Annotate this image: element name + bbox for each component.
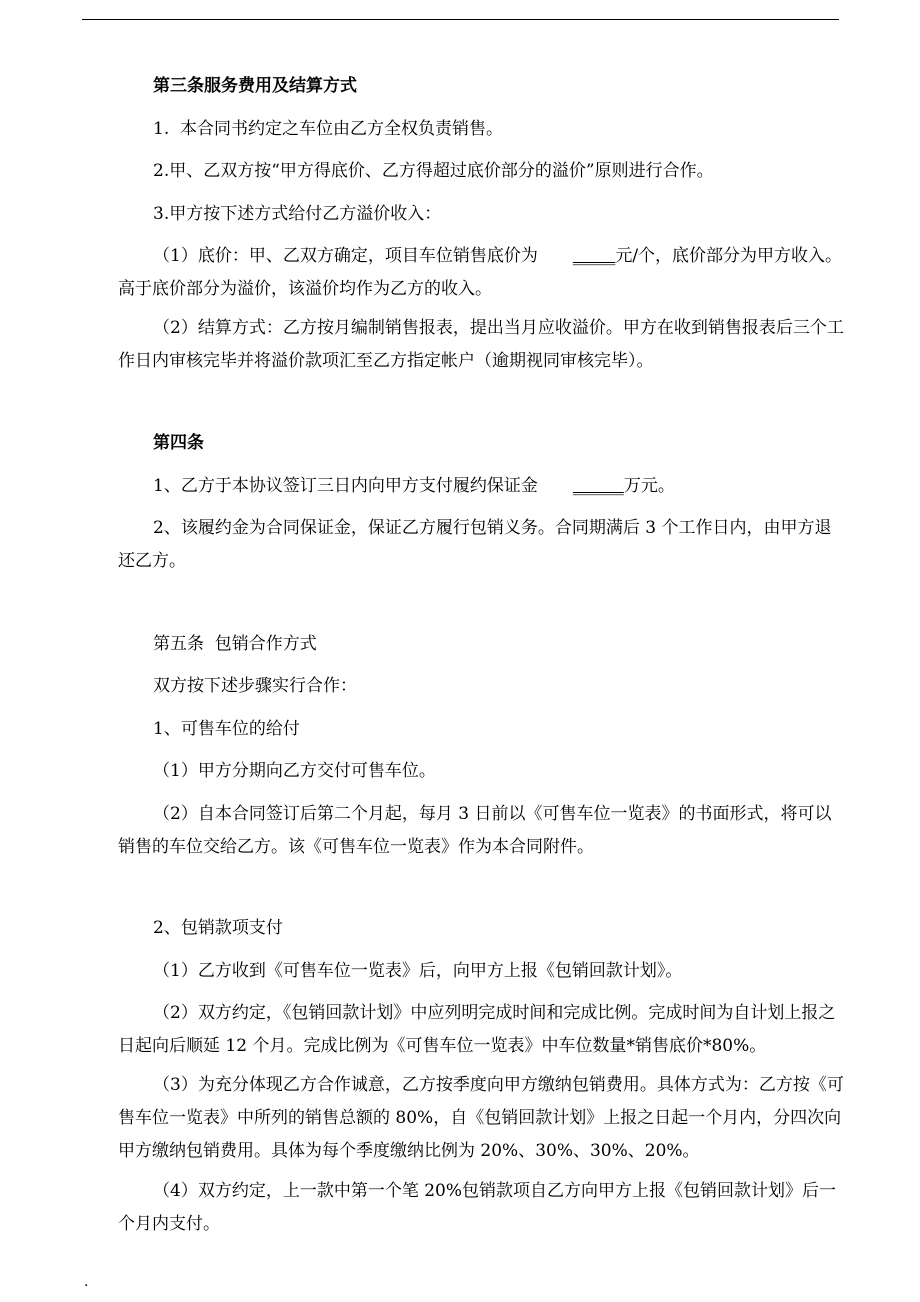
section-1-item-1: （1）甲方分期向乙方交付可售车位。 [153,761,436,781]
section-2-item-3: （3）为充分体现乙方合作诚意，乙方按季度向甲方缴纳包销费用。具体方式为：乙方按《可售车位一览表》中所列的销售总额的 80%，自《包销回款计划》上报之日起一个月内，分四次向甲方缴纳包销费用。具体为每个季度缴纳比例为 20%、30%、30%、20%。 [118,1075,844,1161]
deposit-text-b: 万元。 [623,476,675,496]
article-3-title: 第三条服务费用及结算方式 [153,76,357,96]
article-3-base-price [118,240,846,306]
section-1-title: 1、可售车位的给付 [153,719,300,739]
section-2-item-4: （4）双方约定，上一款中第一个笔 20%包销款项自乙方向甲方上报《包销回款计划》后一个月内支付。 [118,1181,837,1234]
article-3-settlement: （2）结算方式：乙方按月编制销售报表，提出当月应收溢价。甲方在收到销售报表后三个工作日内审核完毕并将溢价款项汇至乙方指定帐户（逾期视同审核完毕）。 [118,318,844,371]
footer-mark: . [84,1274,89,1290]
base-price-text-b: 元/个，底价部分为甲方收入。高于底价部分为溢价，该溢价均作为乙方的收入。 [118,246,843,299]
header-rule [82,19,839,20]
article-3-clause-2: 2.甲、乙双方按“甲方得底价、乙方得超过底价部分的溢价”原则进行合作。 [153,161,714,181]
section-2-item-1: （1）乙方收到《可售车位一览表》后，向甲方上报《包销回款计划》。 [153,961,683,981]
section-2-item-2: （2）双方约定，《包销回款计划》中应列明完成时间和完成比例。完成时间为自计划上报之日起向后顺延 12 个月。完成比例为《可售车位一览表》中车位数量*销售底价*80%。 [118,1003,836,1056]
base-price-blank: _____ [572,246,616,266]
article-5-title: 第五条 包销合作方式 [153,634,317,654]
section-1-item-2: （2）自本合同签订后第二个月起，每月 3 日前以《可售车位一览表》的书面形式，将可以销售的车位交给乙方。该《可售车位一览表》作为本合同附件。 [118,804,832,857]
article-4-clause-1 [118,470,846,503]
article-4-clause-2: 2、该履约金为合同保证金，保证乙方履行包销义务。合同期满后 3 个工作日内，由甲方退还乙方。 [118,518,832,571]
article-3-clause-3: 3.甲方按下述方式给付乙方溢价收入： [153,204,442,224]
deposit-text-a: 1、乙方于本协议签订三日内向甲方支付履约保证金 [153,476,538,496]
article-3-clause-1: 1. 本合同书约定之车位由乙方全权负责销售。 [153,119,504,139]
article-4-title: 第四条 [153,433,204,453]
base-price-text-a: （1）底价：甲、乙双方确定，项目车位销售底价为 [153,246,538,266]
deposit-blank: ______ [572,476,624,496]
section-2-title: 2、包销款项支付 [153,918,283,938]
article-5-intro: 双方按下述步骤实行合作： [153,676,357,696]
